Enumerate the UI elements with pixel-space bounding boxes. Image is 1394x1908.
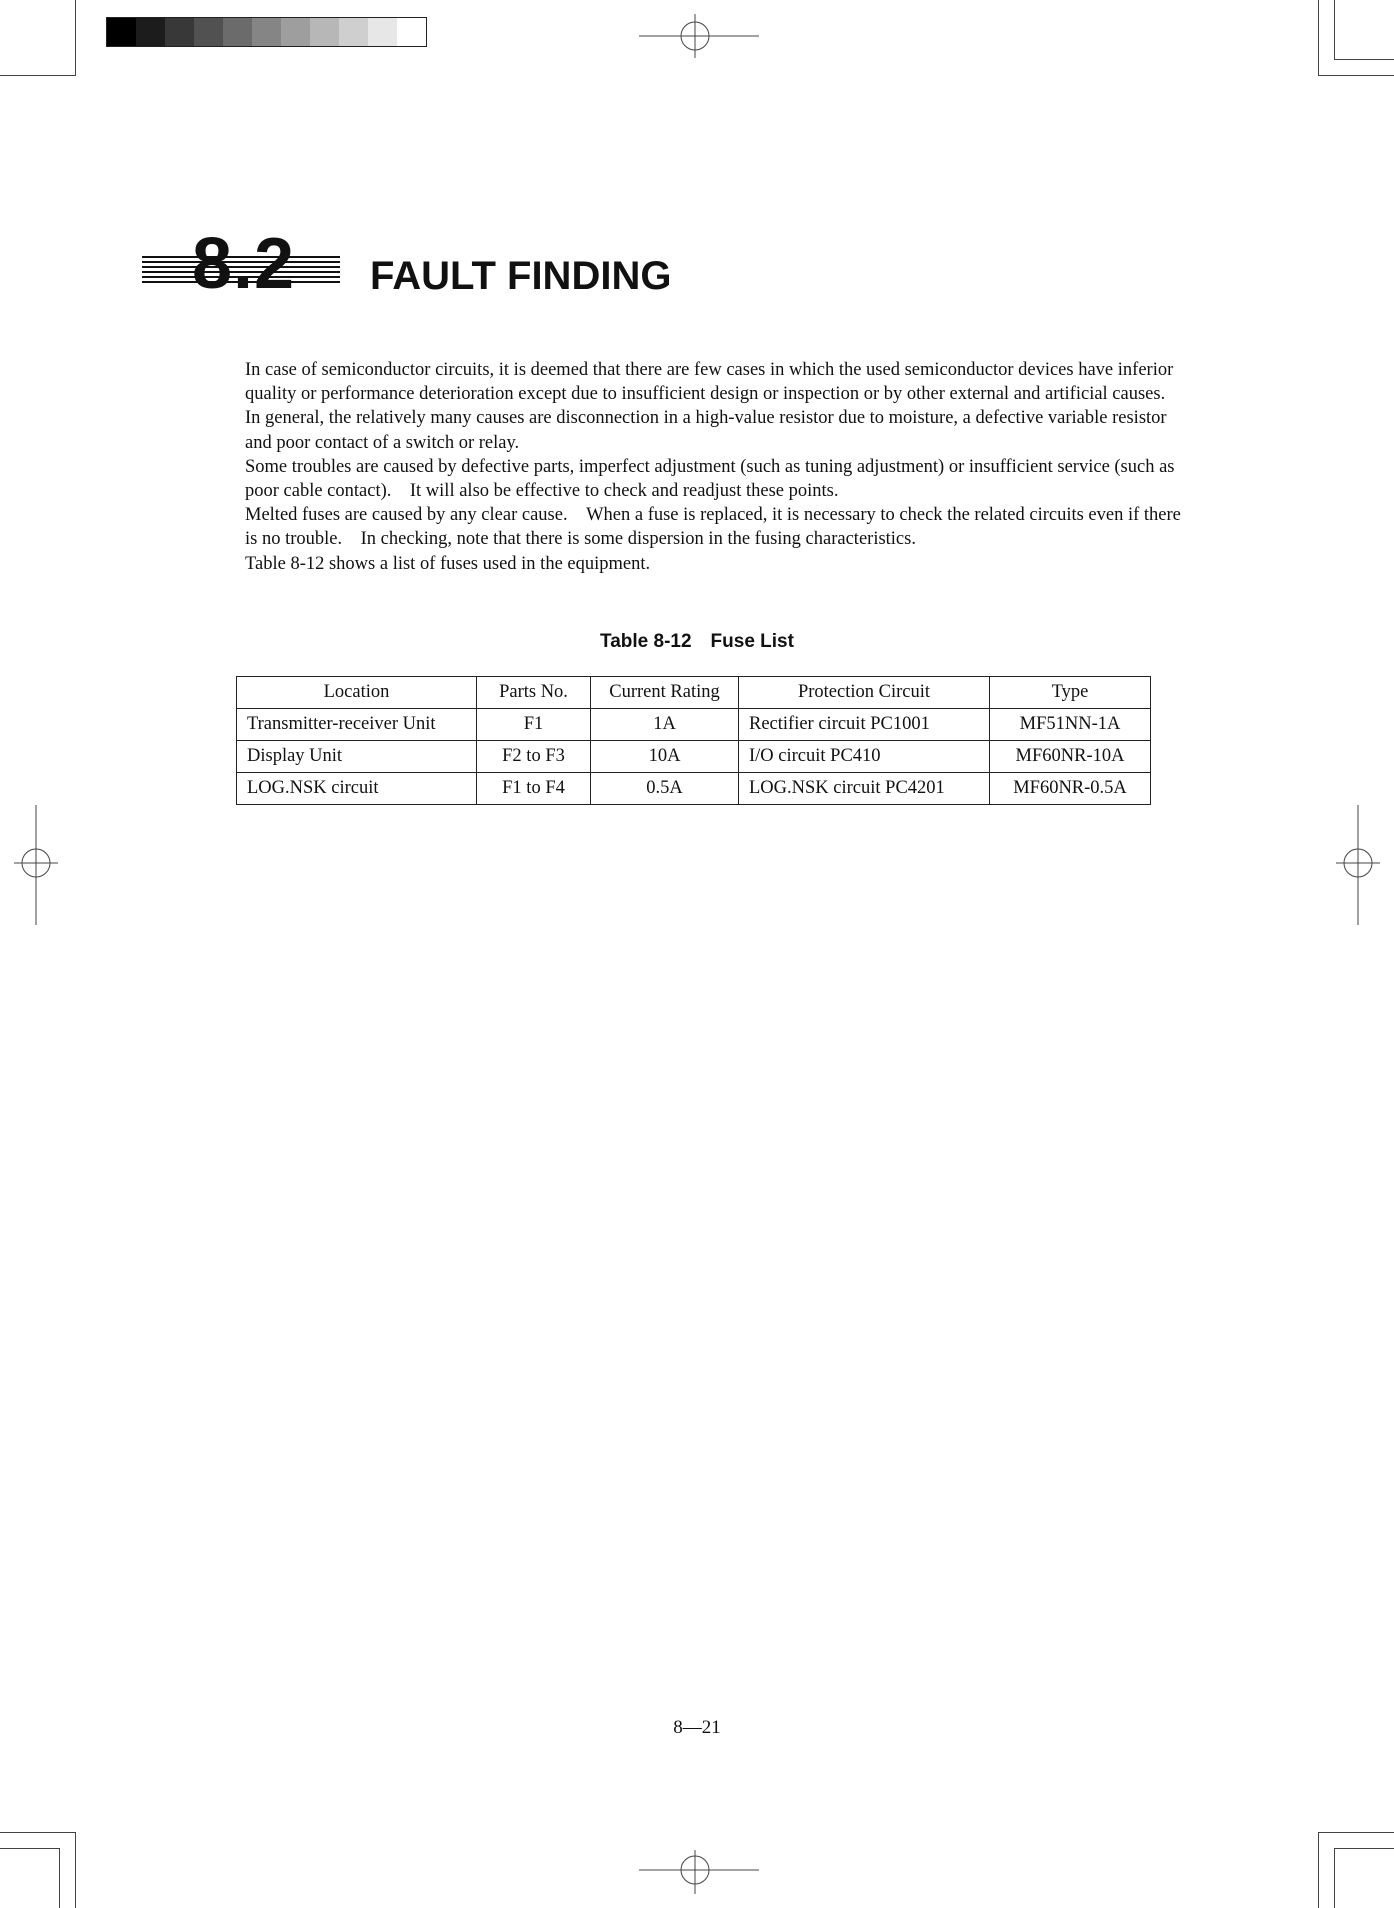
registration-mark-icon bbox=[639, 1848, 759, 1908]
column-header: Current Rating bbox=[591, 677, 739, 709]
paragraph: Table 8-12 shows a list of fuses used in the equipment. bbox=[245, 553, 651, 574]
gray-swatch bbox=[310, 18, 339, 46]
gray-swatch bbox=[252, 18, 281, 46]
table-cell: MF60NR-0.5A bbox=[990, 773, 1151, 805]
table-row bbox=[237, 741, 1151, 773]
table-cell: MF60NR-10A bbox=[990, 741, 1151, 773]
gray-swatch bbox=[165, 18, 194, 46]
gray-swatch bbox=[194, 18, 223, 46]
crop-mark bbox=[1334, 1848, 1394, 1849]
table-cell: Rectifier circuit PC1001 bbox=[739, 709, 990, 741]
gray-swatch bbox=[397, 18, 426, 46]
table-cell: I/O circuit PC410 bbox=[739, 741, 990, 773]
paragraph: Some troubles are caused by defective parts, imperfect adjustment (such as tuning adjustment) or insufficient service (such as poor cable contact). It will also be effective to check and readjust these points. bbox=[245, 456, 1175, 502]
table-cell: LOG.NSK circuit PC4201 bbox=[739, 773, 990, 805]
crop-mark bbox=[59, 1848, 60, 1908]
column-header: Location bbox=[237, 677, 477, 709]
gray-swatch bbox=[339, 18, 368, 46]
fuse-list-table bbox=[236, 676, 1151, 805]
crop-mark bbox=[75, 1832, 76, 1908]
paragraph: In case of semiconductor circuits, it is deemed that there are few cases in which the used semiconductor devices have inferior quality or performance deterioration except due to insufficient design or inspection or by other external and artificial causes. In general, the relatively many causes are disconnection in a high-value resistor due to moisture, a defective variable resistor and poor contact of a switch or relay. bbox=[245, 360, 1184, 453]
table-row bbox=[237, 773, 1151, 805]
crop-mark bbox=[1334, 0, 1335, 60]
crop-mark bbox=[1318, 0, 1319, 76]
column-header: Parts No. bbox=[477, 677, 591, 709]
registration-mark-icon bbox=[1334, 805, 1394, 925]
gray-swatch bbox=[281, 18, 310, 46]
page-number: 8—21 bbox=[673, 1717, 721, 1738]
crop-mark bbox=[1334, 59, 1394, 60]
crop-mark bbox=[1318, 75, 1394, 76]
crop-mark bbox=[0, 1832, 76, 1833]
table-cell: MF51NN-1A bbox=[990, 709, 1151, 741]
table-cell: F1 bbox=[477, 709, 591, 741]
table-cell: Display Unit bbox=[237, 741, 477, 773]
body-text bbox=[245, 358, 1195, 576]
table-row bbox=[237, 709, 1151, 741]
gray-scale-bar bbox=[106, 17, 427, 47]
table-cell: 10A bbox=[591, 741, 739, 773]
section-number: 8.2 bbox=[192, 224, 296, 304]
paragraph: Melted fuses are caused by any clear cause. When a fuse is replaced, it is necessary to check the related circuits even if there is no trouble. In checking, note that there is some dispersion in the fusing characteristics. bbox=[245, 505, 1181, 550]
table-header-row bbox=[237, 677, 1151, 709]
column-header: Protection Circuit bbox=[739, 677, 990, 709]
table-cell: F2 to F3 bbox=[477, 741, 591, 773]
crop-mark bbox=[0, 1848, 60, 1849]
table-cell: F1 to F4 bbox=[477, 773, 591, 805]
gray-swatch bbox=[136, 18, 165, 46]
crop-mark bbox=[0, 75, 76, 76]
crop-mark bbox=[1318, 1832, 1394, 1833]
column-header: Type bbox=[990, 677, 1151, 709]
crop-mark bbox=[1334, 1848, 1335, 1908]
gray-swatch bbox=[368, 18, 397, 46]
table-cell: 0.5A bbox=[591, 773, 739, 805]
table-caption: Table 8-12 Fuse List bbox=[600, 631, 794, 652]
table-cell: LOG.NSK circuit bbox=[237, 773, 477, 805]
gray-swatch bbox=[223, 18, 252, 46]
table-cell: 1A bbox=[591, 709, 739, 741]
registration-mark-icon bbox=[639, 0, 759, 60]
crop-mark bbox=[1318, 1832, 1319, 1908]
crop-mark bbox=[75, 0, 76, 76]
section-title: FAULT FINDING bbox=[370, 254, 672, 298]
table-cell: Transmitter-receiver Unit bbox=[237, 709, 477, 741]
section-heading bbox=[140, 224, 840, 304]
registration-mark-icon bbox=[0, 805, 60, 925]
gray-swatch bbox=[107, 18, 136, 46]
